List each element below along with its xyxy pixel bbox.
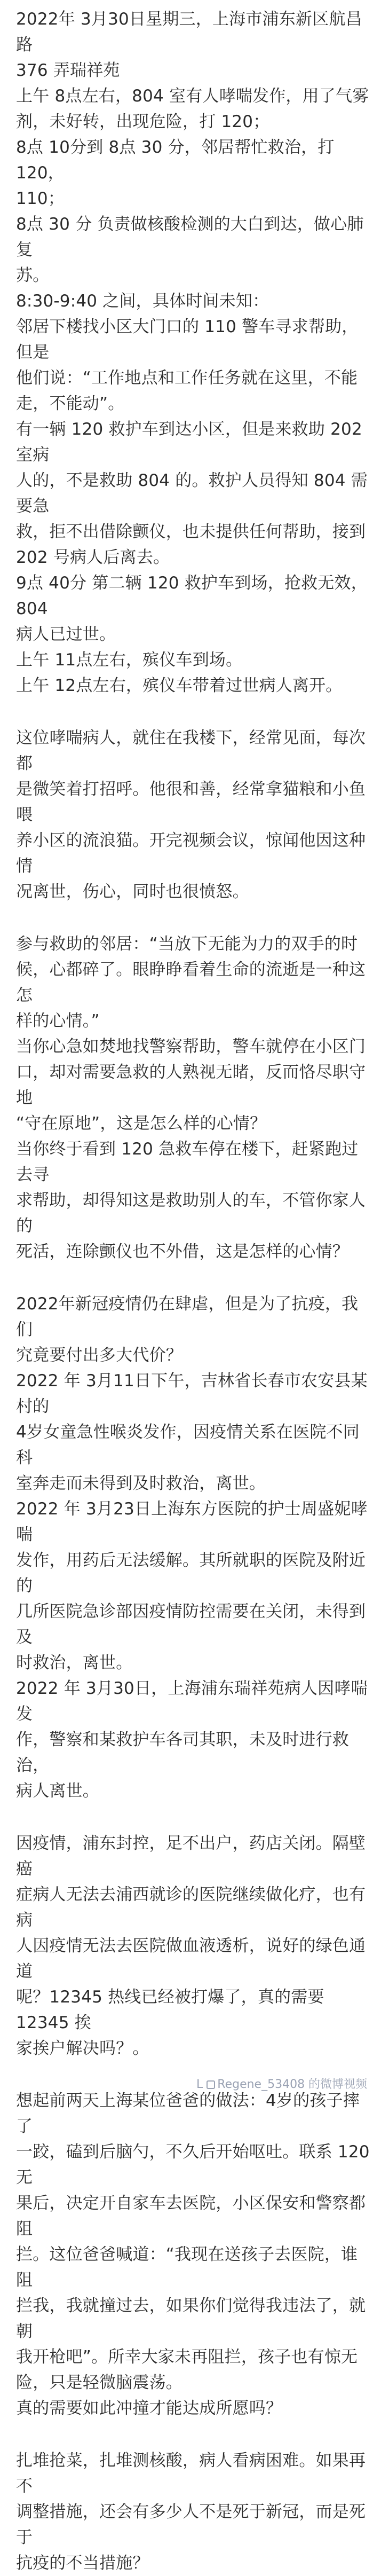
text-line: 况离世，伤心，同时也很愤怒。 <box>16 882 249 901</box>
text-line: 救，拒不出借除颤仪，也未提供任何帮助，接到 <box>16 522 366 541</box>
text-line: 病人已过世。 <box>16 625 116 644</box>
text-line: 家挨户解决吗？。 <box>16 2039 149 2058</box>
text-line: 2022年新冠疫情仍在肆虐，但是为了抗疫，我们 <box>16 1294 359 1339</box>
text-line: 走，不能动”。 <box>16 394 125 413</box>
text-line: 这位哮喘病人，就住在我楼下，经常见面，每次都 <box>16 728 366 773</box>
text-line: 2022 年 3月11日下午，吉林省长春市农安县某村的 <box>16 1371 368 1416</box>
text-line: 时救治，离世。 <box>16 1653 133 1672</box>
text-line: 8:30-9:40 之间，具体时间未知： <box>16 292 269 311</box>
video-play-icon <box>207 2080 215 2089</box>
paragraph <box>16 1831 373 2061</box>
text-line: 一跤，磕到后脑勺，不久后开始呕吐。联系 120 无 <box>16 2142 375 2187</box>
text-line: 4岁女童急性喉炎发作，因疫情关系在医院不同科 <box>16 1423 360 1467</box>
text-line: 上午 11点左右，殡仪车到场。 <box>16 650 243 670</box>
paragraph <box>16 2088 373 2421</box>
text-line: 室奔走而未得到及时救治，离世。 <box>16 1474 266 1493</box>
text-line: 口，却对需要急救的人熟视无睹，反而恪尽职守地 <box>16 1063 366 1108</box>
text-line: 参与救助的邻居：“当放下无能为力的双手的时 <box>16 934 358 954</box>
text-line: 当你心急如焚地找警察帮助，警车就停在小区门 <box>16 1037 366 1056</box>
text-line: 拦。这位爸爸喊道：“我现在送孩子去医院，谁阻 <box>16 2245 358 2290</box>
text-line: 他们说：“工作地点和工作任务就在这里，不能 <box>16 368 358 388</box>
text-line: 上午 8点左右，804 室有人哮喘发作，用了气雾 <box>16 87 369 106</box>
text-line: 当你终于看到 120 急救车停在楼下，赶紧跑过去寻 <box>16 1140 359 1184</box>
text-line: 拦我，我就撞过去，如果你们觉得我违法了，就朝 <box>16 2296 366 2341</box>
text-line: 有一辆 120 救护车到达小区，但是来救助 202 室病 <box>16 420 368 465</box>
text-line: 2022 年 3月30日，上海浦东瑞祥苑病人因哮喘发 <box>16 1679 368 1724</box>
text-line: 邻居下楼找小区大门口的 110 警车寻求帮助，但是 <box>16 317 359 362</box>
text-line: 因疫情，浦东封控，足不出户，药店关闭。隔壁癌 <box>16 1834 366 1879</box>
text-line: 病人离世。 <box>16 1781 99 1801</box>
text-line: 想起前两天上海某位爸爸的做法：4岁的孩子摔了 <box>16 2091 360 2136</box>
text-line: 8点 30 分 负责做核酸检测的大白到达，做心肺复 <box>16 215 364 260</box>
paragraph <box>16 725 373 905</box>
paragraph <box>16 931 373 1265</box>
text-line: 110； <box>16 189 65 208</box>
text-line: 症病人无法去浦西就诊的医院继续做化疗，也有病 <box>16 1885 366 1930</box>
text-line: 9点 40分 第二辆 120 救护车到场，抢救无效，804 <box>16 574 368 618</box>
text-line: 人因疫情无法去医院做血液透析，说好的绿色通道 <box>16 1936 366 1981</box>
text-line: 几所医院急诊部因疫情防控需要在关闭，未得到及 <box>16 1602 366 1647</box>
text-line: 求帮助，却得知这是救助别人的车，不管你家人的 <box>16 1191 366 1236</box>
paragraph <box>16 1291 373 1804</box>
text-line: 死活，连除颤仪也不外借，这是怎样的心情？ <box>16 1242 349 1261</box>
text-line: 8点 10分到 8点 30 分，邻居帮忙救治，打 120， <box>16 138 340 183</box>
text-line: 作，警察和某救护车各司其职，未及时进行救治， <box>16 1730 349 1775</box>
text-line: 养小区的流浪猫。开完视频会议，惊闻他因这种情 <box>16 831 366 876</box>
text-line: 果后，决定开自家车去医院，小区保安和警察都阻 <box>16 2194 366 2239</box>
text-line: 调整措施，还会有多少人不是死于新冠，而是死于 <box>16 2502 366 2547</box>
text-line: 202 号病人后离去。 <box>16 548 170 567</box>
text-line: 抗疫的不当措施？ <box>16 2554 149 2573</box>
text-line: 人的，不是救助 804 的。救护人员得知 804 需要急 <box>16 471 368 516</box>
text-line: 发作，用药后无法缓解。其所就职的医院及附近的 <box>16 1551 366 1596</box>
watermark-prefix: L <box>196 2078 203 2091</box>
text-line: 样的心情。” <box>16 1011 100 1031</box>
text-line: 2022 年 3月23日上海东方医院的护士周盛妮哮喘 <box>16 1499 368 1544</box>
text-line: 苏。 <box>16 266 50 285</box>
text-line: 我开枪吧”。所幸大家未再阻拦，孩子也有惊无 <box>16 2347 358 2367</box>
text-line: 真的需要如此冲撞才能达成所愿吗？ <box>16 2399 283 2418</box>
text-line: 扎堆抢菜，扎堆测核酸，病人看病困难。如果再不 <box>16 2451 366 2496</box>
text-line: 呢？12345 热线已经被打爆了，真的需要 12345 挨 <box>16 1988 330 2032</box>
text-line: 上午 12点左右，殡仪车带着过世病人离开。 <box>16 676 343 695</box>
text-line: 2022年 3月30日星期三，上海市浦东新区航昌路 <box>16 10 362 54</box>
paragraph <box>16 2448 373 2576</box>
text-line: 376 弄瑞祥苑 <box>16 61 120 80</box>
weibo-watermark <box>196 2075 367 2092</box>
text-line: 究竟要付出多大代价？ <box>16 1346 182 1365</box>
text-line: 候，心都碎了。眼睁睁看着生命的流逝是一种这怎 <box>16 960 366 1005</box>
text-line: 是微笑着打招呼。他很和善，经常拿猫粮和小鱼喂 <box>16 780 366 824</box>
watermark-text: Regene_53408 的微博视频 <box>217 2078 368 2091</box>
text-line: “守在原地”，这是怎么样的心情？ <box>16 1114 267 1133</box>
text-line: 险，只是轻微脑震荡。 <box>16 2373 182 2392</box>
paragraph <box>16 6 373 698</box>
text-line: 剂，未好转，出现危险，打 120； <box>16 112 270 131</box>
